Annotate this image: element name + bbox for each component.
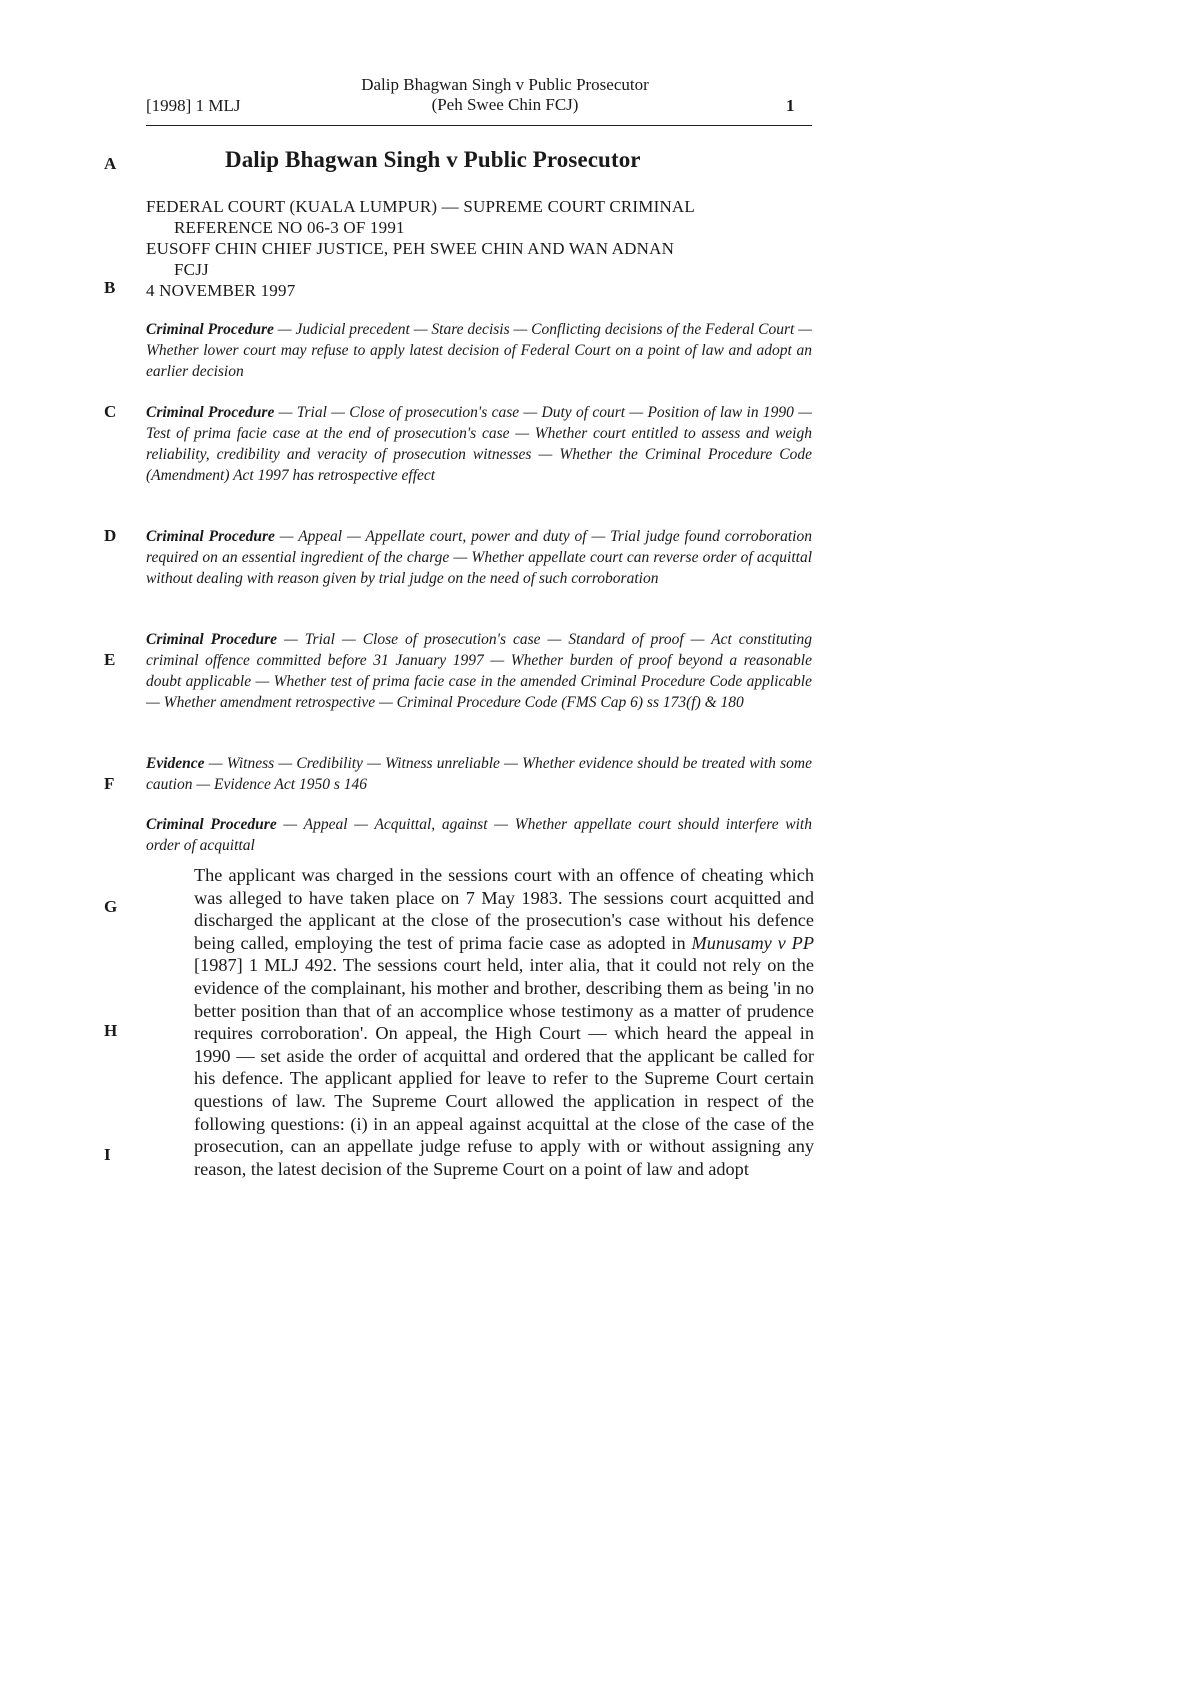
catchword-heading: Criminal Procedure	[146, 816, 277, 833]
catchword-heading: Criminal Procedure	[146, 631, 278, 648]
court-line-2: REFERENCE NO 06-3 OF 1991	[174, 218, 405, 237]
catchword-text: — Trial — Close of prosecution's case — Standard of proof — Act constituting criminal offence committed before 31 January 1997 — Whether burden of proof beyond a reasonable doubt applicable — Whether test of prima facie case in the amended Criminal Procedure Code applicable — Whether amendment retrospective — Criminal Procedure Code (FMS Cap 6) ss 173(f) & 180	[146, 631, 812, 711]
court-line-1: FEDERAL COURT (KUALA LUMPUR) — SUPREME COURT CRIMINAL	[146, 197, 695, 216]
margin-letter-g: G	[104, 897, 118, 916]
decision-date: 4 NOVEMBER 1997	[146, 281, 296, 300]
catchword-heading: Criminal Procedure	[146, 528, 275, 545]
catchword-text: — Witness — Credibility — Witness unreliable — Whether evidence should be treated with some caution — Evidence Act 1950 s 146	[146, 755, 812, 793]
margin-letter-i: I	[104, 1145, 111, 1164]
catchword-text: — Trial — Close of prosecution's case — Duty of court — Position of law in 1990 — Test of prima facie case at the end of prosecution's case — Whether court entitled to assess and weigh reliability, credibility and veracity of prosecution witnesses — Whether the Criminal Procedure Code (Amendment) Act 1997 has retrospective effect	[146, 404, 812, 484]
catchword-heading: Criminal Procedure	[146, 404, 275, 421]
catchword-heading: Evidence	[146, 755, 205, 772]
catchword-text: — Appeal — Appellate court, power and duty of — Trial judge found corroboration required on an essential ingredient of the charge — Whether appellate court can reverse order of acquittal without dealing with reason given by trial judge on the need of such corroboration	[146, 528, 812, 587]
margin-letter-a: A	[104, 154, 117, 173]
margin-letter-e: E	[104, 650, 116, 669]
catchword-heading: Criminal Procedure	[146, 321, 274, 338]
catchword-1	[146, 319, 812, 382]
header-rule	[146, 125, 812, 126]
header-case-short: Dalip Bhagwan Singh v Public Prosecutor	[361, 75, 649, 94]
margin-letter-h: H	[104, 1021, 118, 1040]
catchword-text: — Appeal — Acquittal, against — Whether appellate court should interfere with order of acquittal	[146, 816, 812, 854]
margin-letter-b: B	[104, 278, 116, 297]
judges-line-1: EUSOFF CHIN CHIEF JUSTICE, PEH SWEE CHIN AND WAN ADNAN	[146, 239, 675, 258]
catchword-5	[146, 753, 812, 795]
headnote-text-2: [1987] 1 MLJ 492. The sessions court held, inter alia, that it could not rely on the evidence of the complainant, his mother and brother, describing them as being 'in no better position than that of an accomplice whose testimony as a matter of prudence requires corroboration'. On appeal, the High Court — which heard the appeal in 1990 — set aside the order of acquittal and ordered that the applicant be called for his defence. The applicant applied for leave to refer to the Supreme Court certain questions of law. The Supreme Court allowed the application in respect of the following questions: (i) in an appeal against acquittal at the close of the case of the prosecution, can an appellate judge refuse to apply with or without assigning any reason, the latest decision of the Supreme Court on a point of law and adopt	[194, 955, 814, 1179]
catchword-3	[146, 526, 812, 589]
margin-letter-c: C	[104, 402, 117, 421]
headnote-paragraph	[194, 864, 814, 1180]
header-judge: (Peh Swee Chin FCJ)	[431, 95, 579, 114]
catchword-text: — Judicial precedent — Stare decisis — Conflicting decisions of the Federal Court — Whether lower court may refuse to apply latest decision of Federal Court on a point of law and adopt an earlier decision	[146, 321, 812, 380]
case-title: Dalip Bhagwan Singh v Public Prosecutor	[225, 147, 641, 172]
judges-line-2: FCJJ	[174, 260, 209, 279]
cited-case-name: Munusamy v PP	[691, 932, 814, 953]
margin-letter-d: D	[104, 526, 117, 545]
catchword-2	[146, 402, 812, 486]
catchword-6	[146, 814, 812, 856]
margin-letter-f: F	[104, 774, 115, 793]
catchword-4	[146, 629, 812, 713]
headnote-text-1: The applicant was charged in the sessions court with an offence of cheating which was alleged to have taken place on 7 May 1983. The sessions court acquitted and discharged the applicant at the close of the prosecution's case without his defence being called, employing the test of prima facie case as adopted in	[194, 865, 814, 953]
header-page-number: 1	[786, 96, 795, 115]
header-citation: [1998] 1 MLJ	[146, 96, 241, 115]
